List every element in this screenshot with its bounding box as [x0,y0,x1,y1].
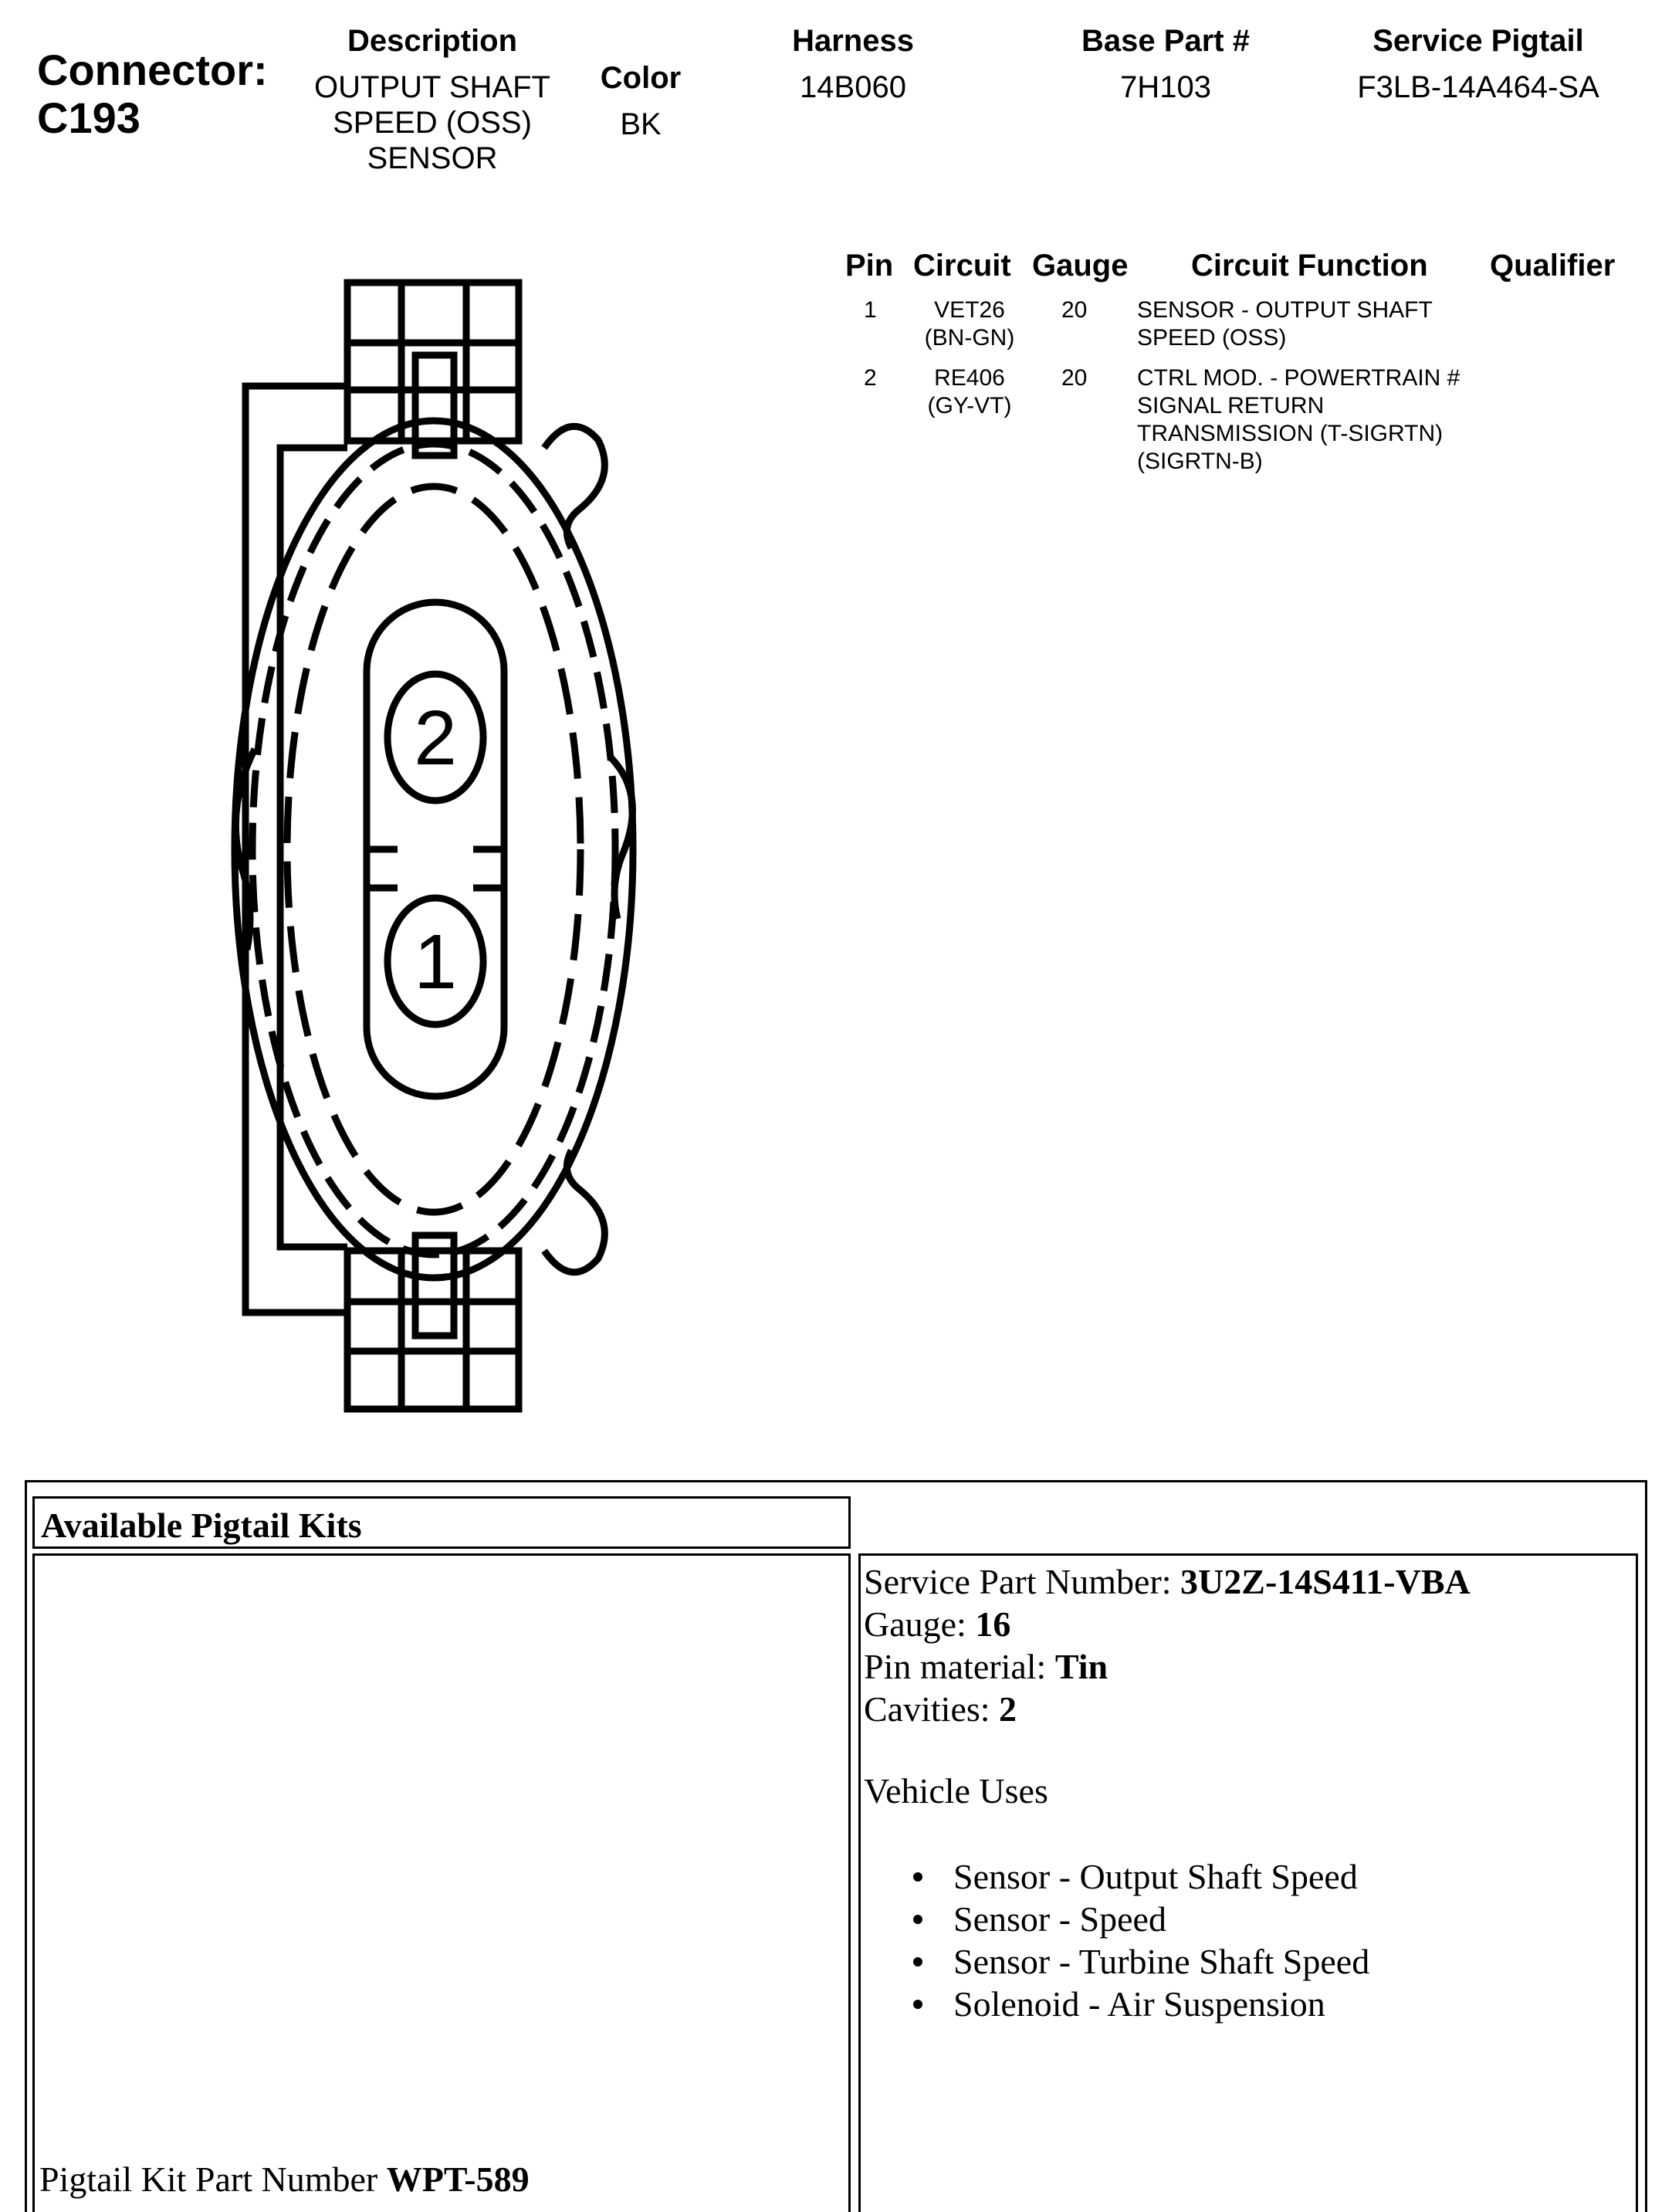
circuit-color: (BN-GN) [924,325,1015,351]
bullet-icon [913,1872,922,1882]
base-part-column [1042,23,1289,105]
pin-number: 1 [864,297,877,323]
connector-face-diagram [208,255,648,1452]
pin-1-label: 1 [414,919,457,1005]
connector-label: Connector: [37,46,268,94]
vehicle-use-text: Sensor - Output Shaft Speed [953,1857,1358,1896]
dashed-ring-inner [287,486,580,1212]
circuit-header: Circuit [913,249,1011,283]
outer-seal-ring [235,421,633,1278]
function-line: SPEED (OSS) [1137,325,1287,351]
harness-column [741,23,965,105]
lower-lock-tab [544,1150,604,1272]
pin-1-cavity [388,898,483,1025]
pigtail-kit-part-number [39,2159,530,2200]
color-value: BK [620,107,662,141]
service-pigtail-column [1335,23,1621,105]
function-line: SENSOR - OUTPUT SHAFT [1137,297,1433,323]
pigtail-kits-title-cell [32,1496,851,1549]
cavities-value: 2 [999,1689,1017,1729]
kit-part-label: Pigtail Kit Part Number [39,2159,387,2199]
pigtail-kits-title: Available Pigtail Kits [41,1506,362,1545]
connector-id: C193 [37,93,140,142]
service-part-label: Service Part Number: [864,1562,1181,1601]
pigtail-kit-image-cell [32,1553,851,2212]
dashed-ring-outer [252,444,615,1255]
gauge-cell: 20 [1061,297,1088,323]
cavities [864,1688,1017,1730]
list-item [953,1855,1369,1898]
kit-gauge [864,1603,1010,1645]
pin-material-value: Tin [1054,1647,1108,1686]
bullet-icon [913,1957,922,1966]
circuit-cell [912,296,1027,352]
kit-gauge-value: 16 [975,1604,1011,1644]
circuit-function-header: Circuit Function [1191,249,1428,283]
qualifier-header: Qualifier [1490,249,1616,283]
pigtail-kit-details-cell [858,1553,1638,2212]
service-pigtail-header: Service Pigtail [1372,24,1584,58]
cavities-label: Cavities: [864,1689,1000,1729]
description-line: OUTPUT SHAFT [314,70,550,104]
service-pigtail-value: F3LB-14A464-SA [1357,70,1599,104]
upper-lock-tab [544,426,604,548]
color-header: Color [600,61,682,95]
circuit-code: VET26 [934,297,1005,323]
pin-material [864,1645,1108,1688]
service-part-number [864,1560,1471,1603]
list-item [953,1940,1369,1983]
vehicle-use-text: Sensor - Turbine Shaft Speed [953,1942,1370,1981]
color-column [571,60,710,142]
harness-value: 14B060 [800,70,906,104]
connector-title [37,46,268,142]
pin-number: 2 [864,365,877,391]
vehicle-use-text: Solenoid - Air Suspension [953,1984,1325,2024]
function-line: CTRL MOD. - POWERTRAIN # [1137,365,1460,391]
bullet-icon [913,1915,922,1924]
list-item [953,1983,1369,2025]
description-column [293,23,571,176]
gauge-cell: 20 [1061,365,1088,391]
pin-2-label: 2 [414,695,457,781]
pin-material-label: Pin material: [864,1647,1055,1686]
vehicle-uses-list [953,1855,1369,2025]
bullet-icon [913,2000,922,2009]
vehicle-uses-title: Vehicle Uses [864,1771,1048,1811]
circuit-color: (GY-VT) [927,393,1012,418]
kit-gauge-label: Gauge: [864,1604,976,1644]
pin-header: Pin [845,249,894,283]
function-cell [1137,364,1460,476]
circuit-code: RE406 [934,365,1005,391]
circuit-cell [912,364,1027,420]
vehicle-use-text: Sensor - Speed [953,1899,1166,1939]
harness-header: Harness [792,24,914,58]
outer-left-bracket [245,386,347,1313]
top-latch-block [347,283,519,456]
function-line: TRANSMISSION (T-SIGRTN) [1137,421,1444,446]
function-line: (SIGRTN-B) [1137,449,1263,474]
base-part-header: Base Part # [1081,24,1250,58]
description-line: SENSOR [367,141,498,175]
function-line: SIGNAL RETURN [1137,393,1325,418]
description-line: SPEED (OSS) [333,106,532,140]
base-part-value: 7H103 [1120,70,1211,104]
list-item [953,1898,1369,1940]
description-header: Description [347,24,518,58]
service-part-value: 3U2Z-14S411-VBA [1180,1562,1471,1601]
gauge-header: Gauge [1032,249,1129,283]
pin-2-cavity [388,674,483,801]
kit-part-value: WPT-589 [386,2159,530,2199]
function-cell [1137,296,1433,352]
